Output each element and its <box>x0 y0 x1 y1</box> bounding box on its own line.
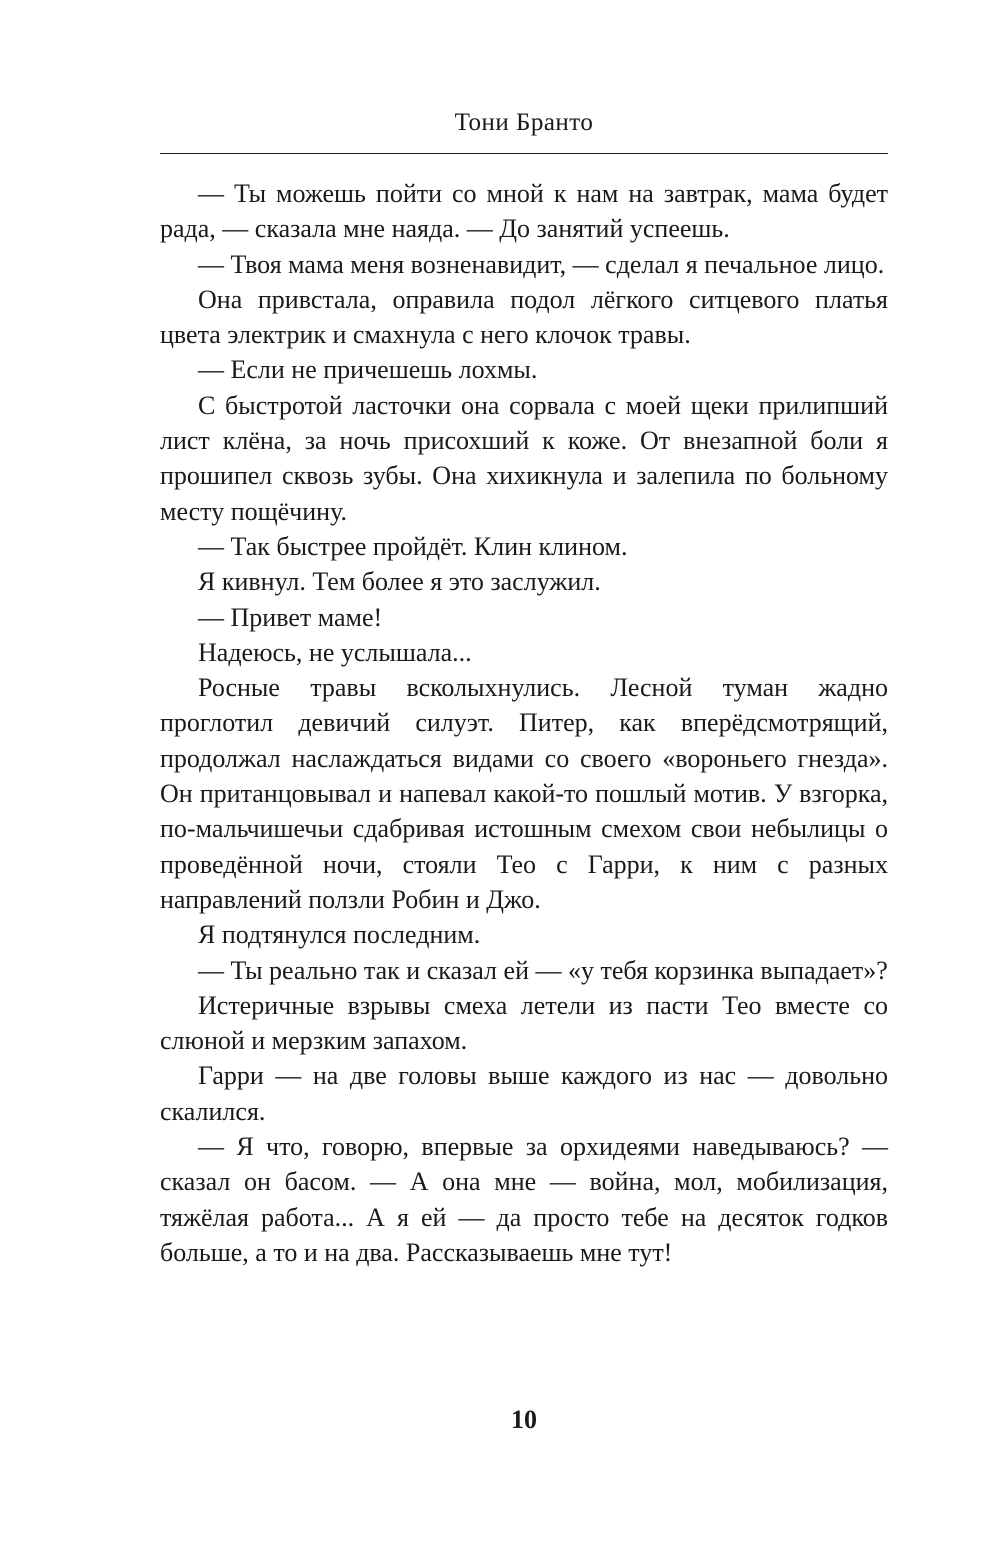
paragraph: Она привстала, оправила подол лёгкого ситцевого платья цвета электрик и смахнула с него клочок травы. <box>160 284 888 350</box>
paragraph: — Привет маме! <box>198 602 383 632</box>
paragraph: Гарри — на две головы выше каждого из нас — довольно скалился. <box>160 1061 888 1126</box>
paragraph: Росные травы всколыхнулись. Лесной туман жадно проглотил девичий силуэт. Питер, как вперёдсмотрящий, продолжал наслаждаться видами со своего «вороньего гнезда». Он пританцовывал и напевал какой-то пошлый мотив. У взгорка, по-мальчишечьи сдабривая истошным смехом свои небылицы о проведённой ночи, стояли Тео с Гарри, к ним с разных направлений ползли Робин и Джо. <box>160 673 888 914</box>
paragraph: Надеюсь, не услышала... <box>198 637 472 667</box>
paragraph: — Твоя мама меня возненавидит, — сделал я печальное лицо. <box>198 249 885 279</box>
paragraph: С быстротой ласточки она сорвала с моей щеки прилипший лист клёна, за ночь присохший к коже. От внезапной боли я прошипел сквозь зубы. Она хихикнула и залепила по больному месту пощёчину. <box>160 390 888 526</box>
paragraph: Я подтянулся последним. <box>198 920 481 950</box>
header-rule <box>160 153 888 154</box>
page-number: 10 <box>511 1405 537 1434</box>
paragraph: — Ты можешь пойти со мной к нам на завтрак, мама будет рада, — сказала мне наяда. — До занятий успеешь. <box>160 179 888 244</box>
body-text <box>160 176 888 1270</box>
paragraph: Истеричные взрывы смеха летели из пасти Тео вместе со слюной и мерзким запахом. <box>160 990 888 1056</box>
paragraph: — Так быстрее пройдёт. Клин клином. <box>198 531 628 561</box>
running-head-author: Тони Бранто <box>454 109 594 136</box>
paragraph: — Ты реально так и сказал ей — «у тебя корзинка выпадает»? <box>198 955 888 985</box>
paragraph: — Если не причешешь лохмы. <box>198 355 538 385</box>
paragraph: — Я что, говорю, впервые за орхидеями наведываюсь? — сказал он басом. — А она мне — война, мол, мобилизация, тяжёлая работа... А я ей — да просто тебе на десяток годков больше, а то и на два. Рассказываешь мне тут! <box>160 1132 888 1267</box>
paragraph: Я кивнул. Тем более я это заслужил. <box>198 567 601 597</box>
